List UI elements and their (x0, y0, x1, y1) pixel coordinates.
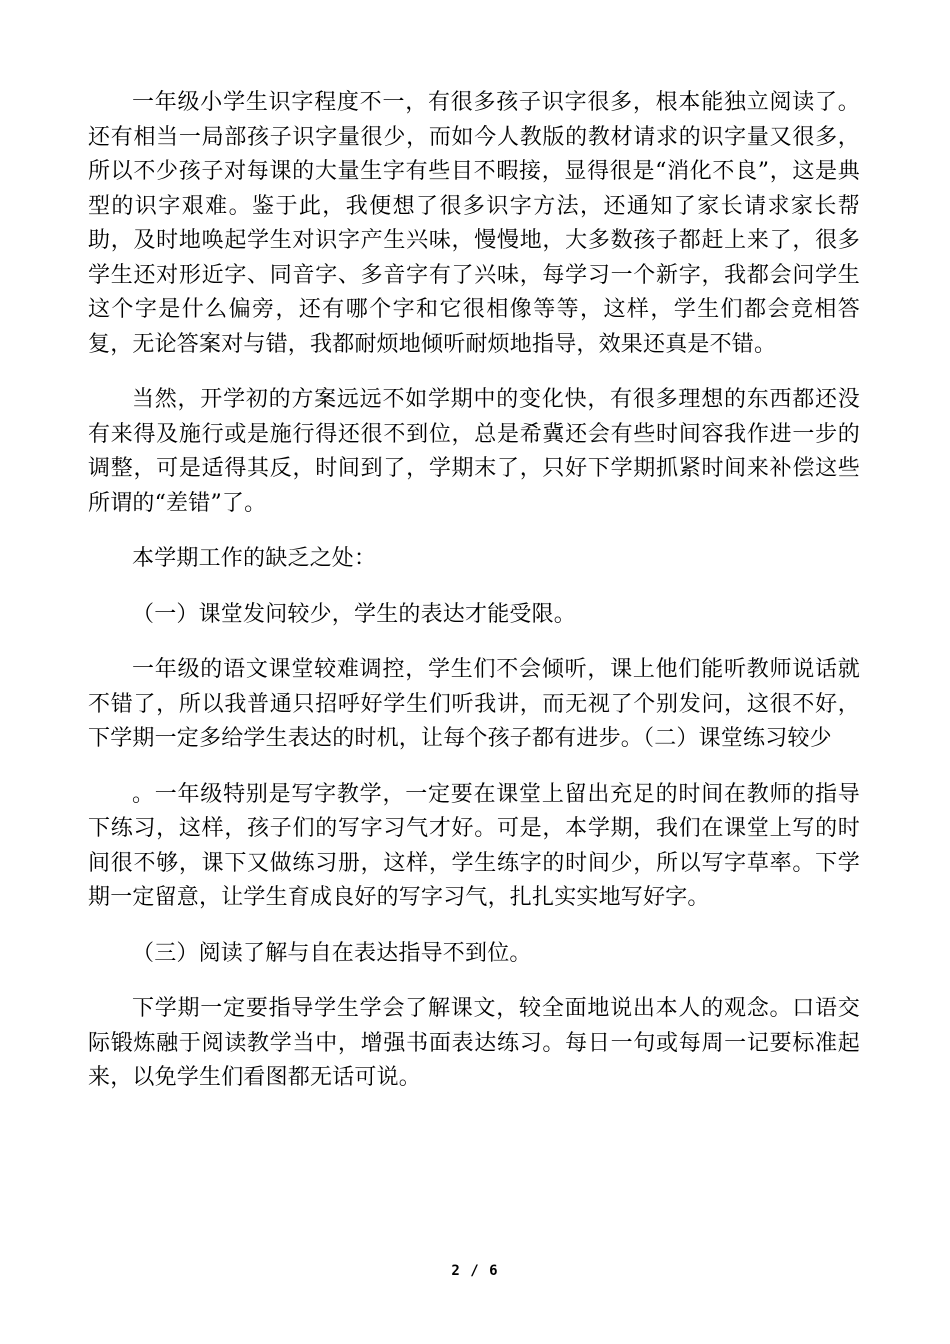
paragraph-literacy: 一年级小学生识字程度不一，有很多孩子识字很多，根本能独立阅读了。还有相当一局部孩子识字量很少，而如今人教版的教材请求的识字量又很多，所以不少孩子对每课的大量生字有些目不暇接，显得很是“消化不良”，这是典型的识字艰难。鉴于此，我便想了很多识字方法，还通知了家长请求家长帮助，及时地唤起学生对识字产生兴味，慢慢地，大多数孩子都赶上来了，很多学生还对形近字、同音字、多音字有了兴味，每学习一个新字，我都会问学生这个字是什么偏旁，还有哪个字和它很相像等等，这样，学生们都会竞相答复，无论答案对与错，我都耐烦地倾听耐烦地指导，效果还真是不错。 (88, 90, 860, 357)
paragraph-item-one-heading: （一）课堂发问较少，学生的表达才能受限。 (132, 601, 577, 627)
paragraph-shortcomings-heading: 本学期工作的缺乏之处： (132, 546, 377, 571)
paragraph-classroom-questions: 一年级的语文课堂较难调控，学生们不会倾听，课上他们能听教师说话就不错了，所以我普通只招呼好学生们听我讲，而无视了个别发问，这很不好，下学期一定多给学生表达的时机，让每个孩子都有进步。（二）课堂练习较少 (88, 657, 860, 751)
document-body (88, 86, 860, 1117)
page-number: 2 / 6 (451, 1263, 499, 1279)
paragraph-plan-adjustment: 当然，开学初的方案远远不如学期中的变化快，有很多理想的东西都还没有来得及施行或是施行得还很不到位，总是希冀还会有些时间容我作进一步的调整，可是适得其反，时间到了，学期末了，只好下学期抓紧时间来补偿这些所谓的“差错”了。 (88, 387, 860, 516)
paragraph-writing-practice: 。一年级特别是写字教学，一定要在课堂上留出充足的时间在教师的指导下练习，这样，孩子们的写字习气才好。可是，本学期，我们在课堂上写的时间很不够，课下又做练习册，这样，学生练字的时间少，所以写字草率。下学期一定留意，让学生育成良好的写字习气，扎扎实实地写好字。 (88, 781, 860, 910)
paragraph-item-three-heading: （三）阅读了解与自在表达指导不到位。 (132, 940, 532, 966)
paragraph-reading-guidance: 下学期一定要指导学生学会了解课文，较全面地说出本人的观念。口语交际锻炼融于阅读教学当中，增强书面表达练习。每日一句或每周一记要标准起来，以免学生们看图都无话可说。 (88, 996, 860, 1090)
